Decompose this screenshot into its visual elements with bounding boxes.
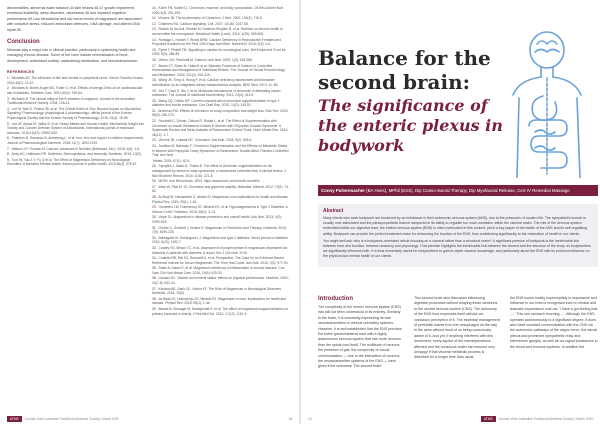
article-subtitle: The significance of the enteric plexus in bodywork (318, 96, 503, 155)
reference-text: Vincent JB, Lukaski HC. Chromium. Adv Nutr. 2018; 9(4): 505-6. (157, 138, 253, 143)
reference-text: Metab. 2015; 67(1): 42-8. (153, 158, 191, 163)
reference-number: 26. (152, 179, 157, 184)
reference-text: Paterson N, Samaroo N, Armstrong L, et al. Iron, zinc and copper in children requirements. Journal of Pharmacological Sciences. 2018; 11(7): 1834-1919. (7, 136, 144, 145)
reference-number: 5. (7, 121, 10, 126)
references-list-1 (7, 76, 145, 167)
reference-text: Yao T, Clark S, Wu J, et al. Molecular mechanisms of chromium in alleviating insulin resistance. The Journal of nutritional biochemistry. 2012; 23(4): 313-9. (152, 88, 281, 98)
left-footer-tag: ATMS (7, 416, 22, 422)
reference-item (152, 276, 290, 285)
reference-number: 2. (7, 86, 10, 91)
reference-number: 22. (152, 119, 157, 124)
reference-text: Alamo CT, Shaw M, Hofpelt, et al. Biphasic Functions of Calcium in Controlled Homeostasis and Management of Nutritional Rickets. The Journal of Clinical Endocrinology and Metabolism. 2016; 101(2): 394-415. (152, 63, 285, 77)
right-footer-tag: ATMS (481, 416, 496, 422)
abstract-box (318, 204, 598, 267)
reference-number: 11. (152, 16, 157, 21)
reference-item (152, 16, 290, 21)
reference-item (152, 297, 290, 306)
reference-number: 4. (7, 106, 10, 111)
reference-item (152, 307, 290, 316)
reference-item (7, 97, 145, 106)
reference-number: 1. (7, 76, 10, 81)
intro-column-1 (318, 296, 404, 370)
left-page-number: 18 (288, 417, 292, 421)
reference-item (7, 86, 145, 95)
left-page (0, 0, 299, 424)
reference-number: 14. (152, 37, 157, 42)
reference-number: 12. (152, 21, 157, 26)
reference-number: 18. (152, 78, 157, 83)
reference-item (152, 205, 290, 214)
reference-number: 25. (152, 164, 157, 169)
abstract-paragraph-1: Many clients who seek bodywork are burdened by an imbalance in their autonomic nervous system (ANS), due to the pressures of modern life. The sympathetic branch is usually over-stimulated and the parasympathetic branch hampered in its ability to regulate too much excitation within the visceral realm. The role of the nervous system embedded within our digestive tract, the enteric nervous system (ENS) is often overlooked in this context, yet is a key player in the health of the ANS and its self-regulating ability. Bodywork can provide the perfect treatment realm for enhancing the function of the ENS, thus contributing significantly to the restoration of health in our clients. (323, 216, 587, 236)
author-bar (318, 185, 598, 196)
reference-item (152, 236, 290, 245)
reference-text: Vimeo CM, Pimchotti M. Calcium. Adv Nutr. 2009; 1(3): 148-S56. (157, 57, 253, 62)
right-footer-journal (481, 417, 593, 421)
reference-text: Al-Beyji W, Hawamdeh G, Abdeh SI. Magnesium ions implications for health and disease. Physiol Rev. 2015; 95(1): 1-46. (152, 194, 289, 204)
article-title: Balance for the second brain: (318, 46, 491, 94)
reference-text: Michaels B, Moreti-Kugel MC, Foiler G, et al. Effects of omega-3 fish oil on cardiovascular risk in diabetes. Diabetes Care. 2001;30(4): 765-84. (7, 86, 143, 96)
intro-column-2 (414, 296, 500, 361)
reference-number: 24. (152, 144, 157, 149)
reference-text: Costello RB, Elin RJ, Rosanoff A, et al. Perspective: The Case for an Evidence-Based Reference Interval for Serum Magnesium: The Time Has Come. Adv Nutr. 2016; 7(6): 977-93. (152, 256, 289, 265)
reference-number: 28. (152, 194, 157, 199)
reference-text: Wong JK, Teng G, Wong P, et al. Calcium deficiency assessment and biomarker identification by an integrated urinary metabonomics analysis. BMC Med. 2013; 11: 86. (152, 78, 279, 87)
reference-text: Atrey AC, Hoffmann PR. Selenium, Selenoproteins, and Immunity. Nutrients. 2018; 10(9). (10, 152, 142, 157)
reference-text: Grober U, Schmidt J, Kisters K. Magnesium in Prevention and Therapy. Nutrients. 2015; 7(9): 8199-226. (152, 225, 287, 235)
reference-item (152, 179, 290, 184)
reference-item (152, 48, 290, 57)
reference-item (7, 147, 145, 152)
reference-text: Fecchelli C, Drinan, Galvan R, Rosati L, et al. The Effect of Supplementation with Chromium on Insulin Resistance Indices in Women with Polycystic Ovarian Syndrome: A Systematic Review and Meta-Analysis of Randomized Clinical Trials. Horm Metab Res. 2014; 46(12): 1-7. (152, 119, 289, 137)
intestine-icon (529, 120, 567, 168)
reference-item (152, 287, 290, 296)
reference-number: 9. (7, 157, 10, 162)
intro-text-col1: The complexity of the enteric nervous system (ENS) has still not been understood in its entirety. Similarly to the brain, it is constantly expressing its own neurotransmitters in various unhealthy systems. However, it is well established that the ENS provides the entire gastrointestinal tract with a highly autonomous nervous system that has more neurons than the spinal cord itself. The multitude of neurons, the presence of glia, the complexity of neural communication — due to the interaction of neurons, the neurotransmitter systems of the ENS — have given it the nickname 'The second brain'. (318, 305, 402, 369)
reference-text: Barbagallo M, Dominguez LJ. Magnesium and type 2 diabetes. World journal of diabetes. 2015; 6(10): 1152-7. (152, 235, 289, 245)
reference-text: Lee AT, Assad M, Valley B, et al. Heavy Metals and Human Health: Mechanistic Insight into Toxicity and Counter Defense System of Antioxidants. International journal of molecular sciences. 2015;16(12): 29592-630. (7, 121, 145, 135)
reference-text: Jamilian M, Bahmani F. Chromium Supplementation and the Effects on Metabolic Status in Women with Polycystic Ovary Syndrome: A Randomized, Double-Blind, Placebo-Controlled Trial. Ann Nutr (152, 144, 289, 158)
reference-item (152, 164, 290, 178)
conclusion-heading: Conclusion (7, 39, 40, 46)
reference-text: Volpe SL. Magnesium in disease prevention and overall health. Adv Nutr. 2013; 4(3): 378S-83S. (152, 215, 282, 224)
reference-number: 6. (7, 136, 10, 141)
reference-item (152, 159, 290, 164)
reference-item (152, 89, 290, 98)
right-page-number: 19 (308, 417, 312, 421)
reference-number: 21. (152, 108, 157, 113)
reference-number: 34. (152, 256, 157, 261)
reference-number: 30. (152, 215, 157, 220)
reference-text: Wang ZQ, Cefalu WT. Current concepts about chromium supplementation in type 2 diabetes and insulin resistance. Curr Diab Rep. 2010; 10(2): 145-51. (152, 98, 280, 108)
reference-number: 10. (152, 6, 157, 10)
reference-item (152, 99, 290, 108)
reference-number: 8. (7, 152, 10, 157)
reference-text: Lee M, Nair D, Posina JB, et al. The Critical Roles of Zinc: Beyond Impact on Myocardial Signaling. Pharmacology: physiological & pharmacology: official journal of the Korean Physiological Society and the Korean Society of Pharmacology. 2015; 19(4): 19-99. (7, 106, 141, 120)
reference-text: Tuor W, Yao Z-Y, Fu Q et al. The Effect of Magnesium Deficiency on Neurological Disorders: A Narrative Review Article. Iranian journal of public health. 2019;48(3): 379-87. (7, 157, 138, 167)
intro-text: abnormalities, abnormal water balance,44 skin lesions,45-47 growth impairment, emotional instability, sleep disorders, depression,48 and impaired cognitive performance.49 Low intracellular and low serum levels of magnesium are associated with oxidative stress, reduced antioxidant defences, DNA damage, and altered DNA repair.50 (7, 6, 142, 32)
reference-item (152, 138, 290, 143)
reference-item (152, 256, 290, 265)
left-column-2 (152, 6, 290, 317)
reference-item (152, 58, 290, 63)
references-list-2 (152, 6, 290, 316)
author-name: Conny Pulvermacher (321, 188, 365, 193)
reference-number: 33. (152, 245, 157, 250)
right-footer-journal-text: Journal of the Australian Traditional-Medicine Society | March 2020 (498, 417, 593, 421)
left-column-1 (7, 6, 145, 168)
reference-text: Abbasi B, Kimiagar M, Sadeghniiat K, et al. The effect of magnesium supplementation on primary insomnia in elderly. J Res Med Sci. 2012; 17(12): 1161-9. (152, 307, 289, 316)
left-footer-journal-text: Journal of the Australian Traditional-Medicine Society | March 2020 (24, 417, 120, 421)
abstract-paragraph-2: You might well ask: why is a bodywork-orientated article focusing on a visceral rather than a structural realm? A significant premise of bodywork is the inextricable link between form and function, between anatomy and physiology. That premise highlights the inextricable link between the viscera and the structure of the body: as bodyworkers we significantly influence both. It is thus immensely useful for bodyworkers to gain in-depth visceral knowledge, and particularly about the ENS with its profound influence on the physical and mental health of our clients. (323, 238, 591, 259)
reference-number: 37. (152, 286, 157, 291)
reference-number: 32. (152, 235, 157, 240)
reference-item (7, 158, 145, 167)
reference-item (7, 152, 145, 157)
reference-text: Michaels BJ. The influence of diet and mental on peripheral nerve. Senior Thumbs Honour. 2014;46(2): 14-22. (7, 76, 145, 85)
reference-text: Watson LP, Thomas M. Calcium. Advances in Nutrition (Bethesda, Md.). 2018; 4(6): 1-8. (10, 146, 140, 151)
reference-item (152, 38, 290, 47)
reference-text: Anderson RA. Effects of chromium on body composition and weight loss. Nutr Rev. 2003; 56(9): 266-270. (152, 108, 289, 118)
reference-text: Spruijten J, Salaü A, Thiess B. The effect of chromium supplementation on fat management by obese to early syndromes: a randomized controlled trial. A clinical review. J Nutr Biochem Rheum. 2016; 1(16): 221-8. (152, 164, 286, 178)
reference-number: 3. (7, 96, 10, 101)
reference-text: Gommers LM, Hoenderop JG, Bindels RJ, et al. Hypomagnesemia in Type 2 Diabetes: A Vicious Circle? Diabetes. 2016; 65(1): 3-13. (152, 205, 288, 214)
reference-text: Koller FN, Koller EJ. Chromium, essence, and body composition. Oil Res Accent Nutr. 2000;4(3): 291-299. (152, 6, 284, 15)
reference-number: 38. (152, 296, 157, 301)
intro-text-col2: This second brain also discusses influencing digestive processes without relaying those decisions to the central nervous system (CNS). The autonomy of the ENS thus expresses itself without our conscious perception of it. The essential management of peristaltic waves from the oesophagus all the way to the anus without most of us being consciously aware of it. And yet, if anything interferes with this movement, every aspect of the interdependence affected and the conscious realm can become very unhappy if that visceral metabolic process is disturbed for a longer time than usual. (414, 296, 500, 360)
reference-text: de Baaij JH, Hoenderop JG, Bindels RJ. Magnesium in man: implications for health and disease. Physiol Rev. 2015; 95(1): 1-46. (152, 296, 287, 306)
reference-number: 29. (152, 205, 157, 210)
reference-text: Michaels B. The clinical utility of the B vitamins: A snapshot. Journal of the Australian Traditional-Medicine Society. 2018; 128-41. (7, 96, 135, 106)
reference-text: Romaga L, Hansel T, Rivals BRM. Calcium Deficiency in Reproductive Females and Proposed Solutions for the First 1000 Days from Birth. Nutrient B. 2016; 2(3): 4-6. (152, 37, 282, 47)
reference-item (7, 107, 145, 121)
reference-number: 39. (152, 307, 157, 312)
article-title-block (318, 46, 508, 156)
reference-number: 23. (152, 138, 157, 143)
reference-item (152, 266, 290, 275)
left-footer-journal (7, 417, 119, 421)
reference-item (152, 6, 290, 15)
reference-item (152, 27, 290, 36)
reference-item (152, 195, 290, 204)
abstract-heading: Abstract (323, 208, 344, 214)
reference-item (152, 185, 290, 194)
reference-number: 19. (152, 88, 157, 93)
intro-text-col3: the ENS works mostly imperceptibly in importance and influence in our lives is recognised even in clinical and dramatic expressions such as: 'I have a gut feeling that ...', 'This one stomach churning ...'. Although the ENS operates autonomously to a significant degree, it does also have constant communication with the CNS via the autonomic pathways of the vagus nerve, the sacral plexus and prominent sympathetic relay and interneuron ganglia, as well as via signal substances in the blood and immune systems. In addition the (510, 296, 598, 349)
left-footer (7, 417, 292, 421)
human-torso-illustration (505, 28, 595, 178)
reference-text: Cowley KS, Bevan TC, et al. Assessment of polymorphism in magnesium-dependent ion channels in patients with diabetes: A report. Eur J Clin Nutr. 2015. (152, 245, 288, 255)
reference-text: Pyrell T, Pinkell TM. Signalling in cardiac for neurological cons. Brit Endocrinol Front Int. 2005; 5(3): 485-89. (152, 47, 287, 57)
reference-item (152, 22, 290, 27)
reference-text: Lukaski HC. Vitamin and mineral status: effects on physical performance. Nutrition. 2004; 20(7-8): 632-44. (152, 276, 289, 286)
brain-icon (535, 41, 559, 52)
reference-text: MDRx. Iron Benchmark. 2003. https://www.mdrx.com/iron/fe-iron/fe9c. (157, 179, 261, 184)
reference-number: 35. (152, 266, 157, 271)
reference-text: Raziah M, Asl Adi, Hoseini M, Dahman-Hinghini B, et al. Nutrition on chronic health in women after the menopause. Medicinal Health (Lond). 2016; 1(26): 599-608. (152, 27, 283, 36)
reference-item (7, 76, 145, 85)
reference-number: 16. (152, 57, 157, 62)
reference-number: 13. (152, 27, 157, 32)
reference-item (152, 215, 290, 224)
reference-number: 27. (152, 184, 157, 189)
author-credentials: (BA Hons), MPhil (ESS), Dip Cranio-Sacral Therapy, Dip Myofascial Release, Cert IV Remedial Massage (364, 188, 570, 193)
reference-number: 20. (152, 98, 157, 103)
reference-item (152, 226, 290, 235)
conclusion-text: Minerals play a major role in clinical practice, particularly in optimising health and managing chronic disease. Some of the roles include mineralisation of bone, development, antioxidant activity, catabolising metabolism, and neurotransmission. (7, 48, 139, 63)
intro-heading: Introduction (318, 296, 353, 302)
reference-text: Chalmers RA. Calcium signaling. Cell. 2007; 131(6): 1047-58. (157, 21, 249, 26)
reference-item (152, 64, 290, 78)
reference-text: Kirkland AE, Sarlo GL, Holton KF. The Role of Magnesium in Neurological Disorders. Nutrients. 2018; 10(6). (152, 286, 282, 296)
reference-item (152, 109, 290, 118)
reference-number: 36. (152, 276, 157, 281)
reference-number: 15. (152, 47, 157, 52)
right-footer (308, 417, 593, 421)
reference-number: 7. (7, 146, 10, 151)
reference-number: 17. (152, 63, 157, 68)
reference-item (152, 144, 290, 158)
reference-text: Vincent JB. The biochemistry of Chromium. J Nutr. 2000; 130(4): 715-8. (157, 16, 263, 21)
reference-text: Shahi A, Aslani S, et al. Magnesium deficiency in inflammation in chronic disease. Curr Opin Clin Nutr Metab Care. 2016; 15(6): 525-30. (152, 266, 285, 275)
reference-item (152, 246, 290, 255)
reference-item (7, 136, 145, 145)
intro-column-3 (510, 296, 598, 350)
reference-number: 31. (152, 225, 157, 230)
references-heading: REFERENCES (7, 70, 35, 75)
reference-item (7, 122, 145, 136)
reference-text: Wise W, Pilar M. Dr. Chromium and glycemic stability. Maturitas. Mineral. 2012; 73(2): 74-82. (152, 184, 290, 194)
reference-item (152, 119, 290, 137)
reference-item (152, 78, 290, 87)
